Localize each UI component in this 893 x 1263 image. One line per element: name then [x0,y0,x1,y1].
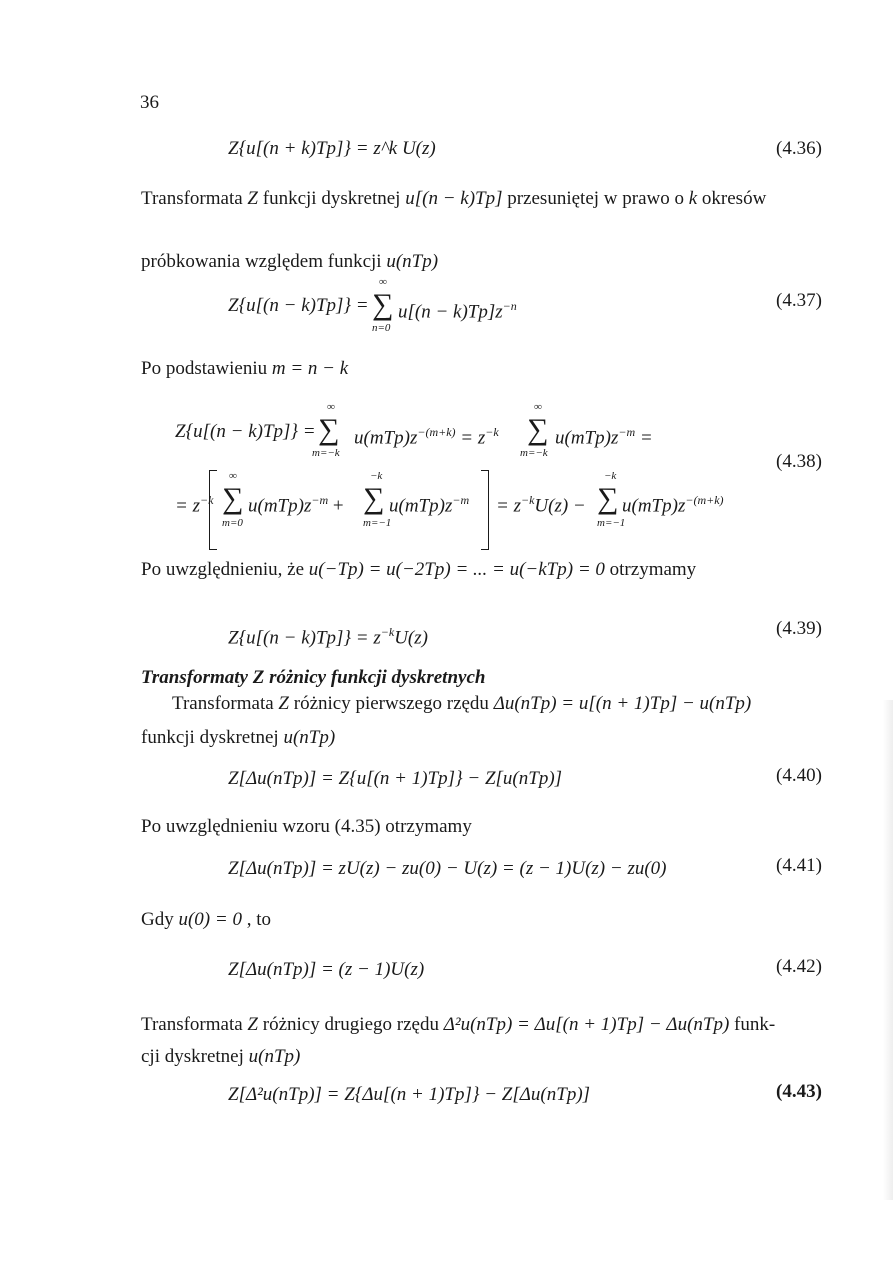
page-edge-shadow [883,700,893,1200]
equation-4-38-line2-start: = $z^{-k}$ [175,493,214,517]
equation-number-4-39: (4.39) [776,618,822,639]
equation-4-36: Z{u[(n + k)Tp]} = z^k U(z) [228,138,436,159]
paragraph-substitution: Po podstawieniu m = n − k [141,358,349,379]
equation-4-38-line2-term2: $u(mTp)z^{-m}$ [389,493,470,517]
sum-lower-limit: m=−1 [363,517,392,529]
equation-4-38-line2-term1: $u(mTp)z^{-m}$ + [248,493,344,517]
sum-upper-limit: ∞ [379,276,387,288]
paragraph-shift-right-line2: próbkowania względem funkcji u(nTp) [141,251,439,272]
sum-upper-limit: −k [370,470,383,482]
equation-number-4-37: (4.37) [776,290,822,311]
equation-number-4-43: (4.43) [776,1081,822,1102]
paragraph-shift-right-line1: Transformata Z funkcji dyskretnej u[(n − k)Tp] przesuniętej w prawo o k okresów [141,188,767,209]
left-bracket [209,470,217,550]
equation-number-4-40: (4.40) [776,765,822,786]
sum-upper-limit: ∞ [229,470,237,482]
equation-number-4-36: (4.36) [776,138,822,159]
paragraph-first-diff-line2: funkcji dyskretnej u(nTp) [141,727,336,748]
sum-lower-limit: m=−1 [597,517,626,529]
paragraph-second-diff-line2: cji dyskretnej u(nTp) [141,1046,301,1067]
equation-4-38-line1-lhs: Z{u[(n − k)Tp]} = [175,421,316,442]
sum-lower-limit: m=−k [312,447,340,459]
equation-4-37: Z{u[(n − k)Tp]} = [228,295,369,316]
paragraph-using-equation: Po uwzględnieniu wzoru (4.35) otrzymamy [141,816,472,837]
right-bracket [481,470,489,550]
sigma-symbol: ∑ [363,482,385,515]
sum-lower-limit: n=0 [372,322,391,334]
equation-number-4-38: (4.38) [776,451,822,472]
sigma-symbol: ∑ [527,413,549,446]
sum-upper-limit: ∞ [327,401,335,413]
equation-4-38-line2-term3: $u(mTp)z^{-(m+k)}$ [622,493,724,517]
equation-4-42: Z[Δu(nTp)] = (z − 1)U(z) [228,959,425,980]
sum-lower-limit: m=−k [520,447,548,459]
sum-upper-limit: −k [604,470,617,482]
equation-4-39: $Z\{u[(n - k)Tp]\} = z^{-k}U(z)$ [228,625,428,649]
section-heading: Transformaty Z różnicy funkcji dyskretnych [141,667,486,688]
equation-4-40: Z[Δu(nTp)] = Z{u[(n + 1)Tp]} − Z[u(nTp)] [228,768,563,789]
sigma-symbol: ∑ [222,482,244,515]
equation-4-41: Z[Δu(nTp)] = zU(z) − zu(0) − U(z) = (z − 1)U(z) − zu(0) [228,858,667,879]
paragraph-second-diff-line1: Transformata Z różnicy drugiego rzędu Δ²u(nTp) = Δu[(n + 1)Tp] − Δu(nTp) funk- [141,1014,776,1035]
paragraph-if: Gdy u(0) = 0 , to [141,909,271,930]
equation-4-37-rhs: $u[(n - k)Tp]z^{-n}$ [398,299,517,323]
equation-number-4-41: (4.41) [776,855,822,876]
sum-lower-limit: m=0 [222,517,243,529]
paragraph-first-diff-line1: Transformata Z różnicy pierwszego rzędu Δu(nTp) = u[(n + 1)Tp] − u(nTp) [172,693,752,714]
paragraph-considering: Po uwzględnieniu, że u(−Tp) = u(−2Tp) = ... = u(−kTp) = 0 otrzymamy [141,559,697,580]
equation-number-4-42: (4.42) [776,956,822,977]
sum-upper-limit: ∞ [534,401,542,413]
sigma-symbol: ∑ [318,413,340,446]
equation-4-43: Z[Δ²u(nTp)] = Z{Δu[(n + 1)Tp]} − Z[Δu(nTp)] [228,1084,591,1105]
sigma-symbol: ∑ [597,482,619,515]
page-number: 36 [140,92,159,113]
equation-4-38-line2-eq: = $z^{-k}U(z)$ − [496,493,586,517]
sigma-symbol: ∑ [372,288,394,321]
equation-4-38-line1-term2: $u(mTp)z^{-m}$ = [555,425,653,449]
equation-4-38-line1-term1: $u(mTp)z^{-(m+k)} = z^{-k}$ [354,425,499,449]
